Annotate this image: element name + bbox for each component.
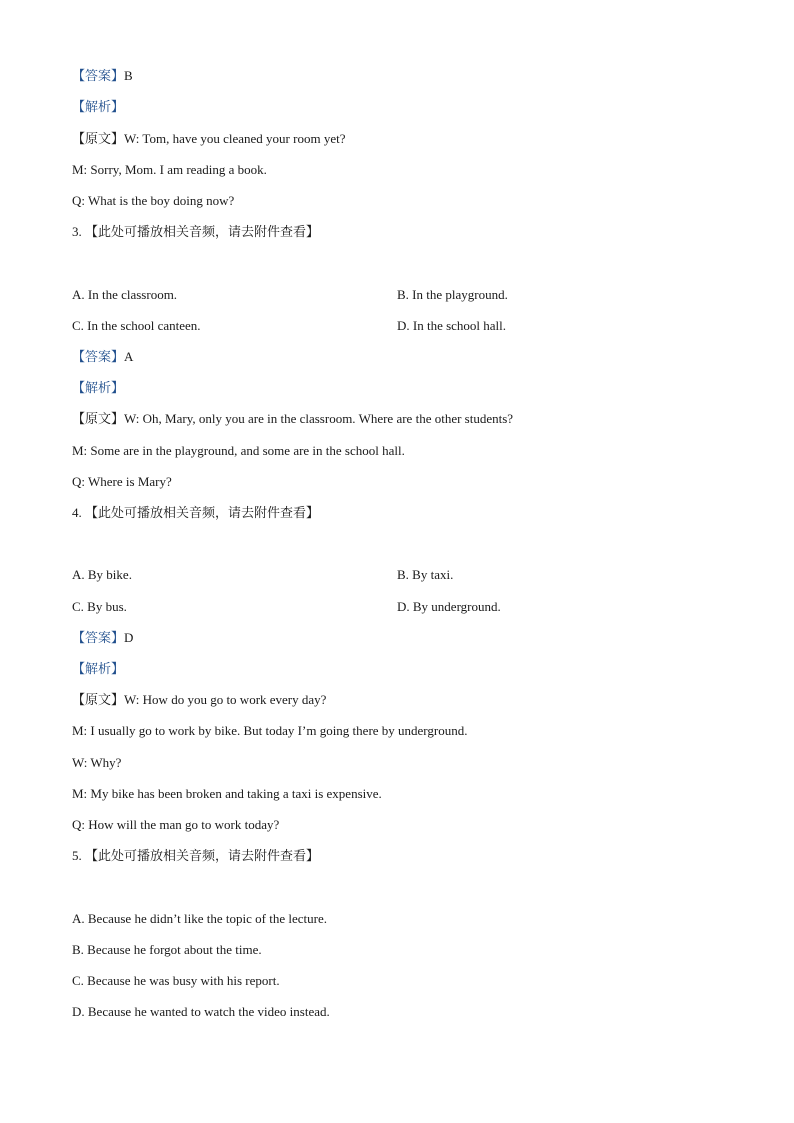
analysis-tag: 【解析】: [72, 100, 125, 115]
q3-script-line-3: Q: Where is Mary?: [72, 474, 172, 489]
analysis-tag: 【解析】: [72, 662, 125, 677]
audio-note: 【此处可播放相关音频，请去附件查看】: [85, 506, 320, 521]
q2-script-line-3: Q: What is the boy doing now?: [72, 193, 235, 208]
script-text: W: Tom, have you cleaned your room yet?: [124, 131, 346, 146]
answer-value: A: [124, 349, 134, 364]
q3-option-b: B. In the playground.: [397, 287, 508, 302]
q3-option-d: D. In the school hall.: [397, 318, 507, 333]
q4-answer-line: [72, 630, 133, 646]
q3-script-line-2: M: Some are in the playground, and some are in the school hall.: [72, 443, 405, 458]
question-number: 3.: [72, 224, 82, 239]
question-number: 5.: [72, 848, 82, 863]
q4-script-line-5: Q: How will the man go to work today?: [72, 817, 280, 832]
q4-option-c: C. By bus.: [72, 599, 127, 614]
q3-option-a: A. In the classroom.: [72, 287, 178, 302]
answer-tag: 【答案】: [72, 350, 125, 365]
q4-header: [72, 505, 319, 521]
q2-analysis-line: [72, 99, 124, 115]
q4-script-line-2: M: I usually go to work by bike. But today I’m going there by underground.: [72, 723, 468, 738]
q5-option-c: C. Because he was busy with his report.: [72, 973, 280, 988]
q4-analysis-line: [72, 661, 124, 677]
answer-value: B: [124, 68, 133, 83]
q2-answer-line: [72, 68, 133, 84]
script-tag: 【原文】: [72, 693, 125, 708]
q5-header: [72, 848, 319, 864]
answer-value: D: [124, 630, 134, 645]
q4-script-line-4: M: My bike has been broken and taking a taxi is expensive.: [72, 786, 382, 801]
analysis-tag: 【解析】: [72, 381, 125, 396]
q4-script-line-3: W: Why?: [72, 755, 122, 770]
q3-header: [72, 224, 319, 240]
q2-script-line-1: [72, 131, 345, 147]
audio-note: 【此处可播放相关音频，请去附件查看】: [85, 849, 320, 864]
audio-note: 【此处可播放相关音频，请去附件查看】: [85, 225, 320, 240]
q4-option-b: B. By taxi.: [397, 567, 454, 582]
script-tag: 【原文】: [72, 132, 125, 147]
q4-option-a: A. By bike.: [72, 567, 132, 582]
q3-option-c: C. In the school canteen.: [72, 318, 201, 333]
script-text: W: How do you go to work every day?: [124, 692, 327, 707]
q4-script-line-1: [72, 692, 326, 708]
q5-option-d: D. Because he wanted to watch the video instead.: [72, 1004, 330, 1019]
answer-tag: 【答案】: [72, 69, 125, 84]
answer-tag: 【答案】: [72, 631, 125, 646]
q4-option-d: D. By underground.: [397, 599, 501, 614]
q3-script-line-1: [72, 411, 513, 427]
script-text: W: Oh, Mary, only you are in the classroom. Where are the other students?: [124, 411, 514, 426]
q3-analysis-line: [72, 380, 124, 396]
q5-option-b: B. Because he forgot about the time.: [72, 942, 262, 957]
q3-answer-line: [72, 349, 133, 365]
q2-script-line-2: M: Sorry, Mom. I am reading a book.: [72, 162, 267, 177]
script-tag: 【原文】: [72, 412, 125, 427]
q5-option-a: A. Because he didn’t like the topic of the lecture.: [72, 911, 327, 926]
question-number: 4.: [72, 505, 82, 520]
